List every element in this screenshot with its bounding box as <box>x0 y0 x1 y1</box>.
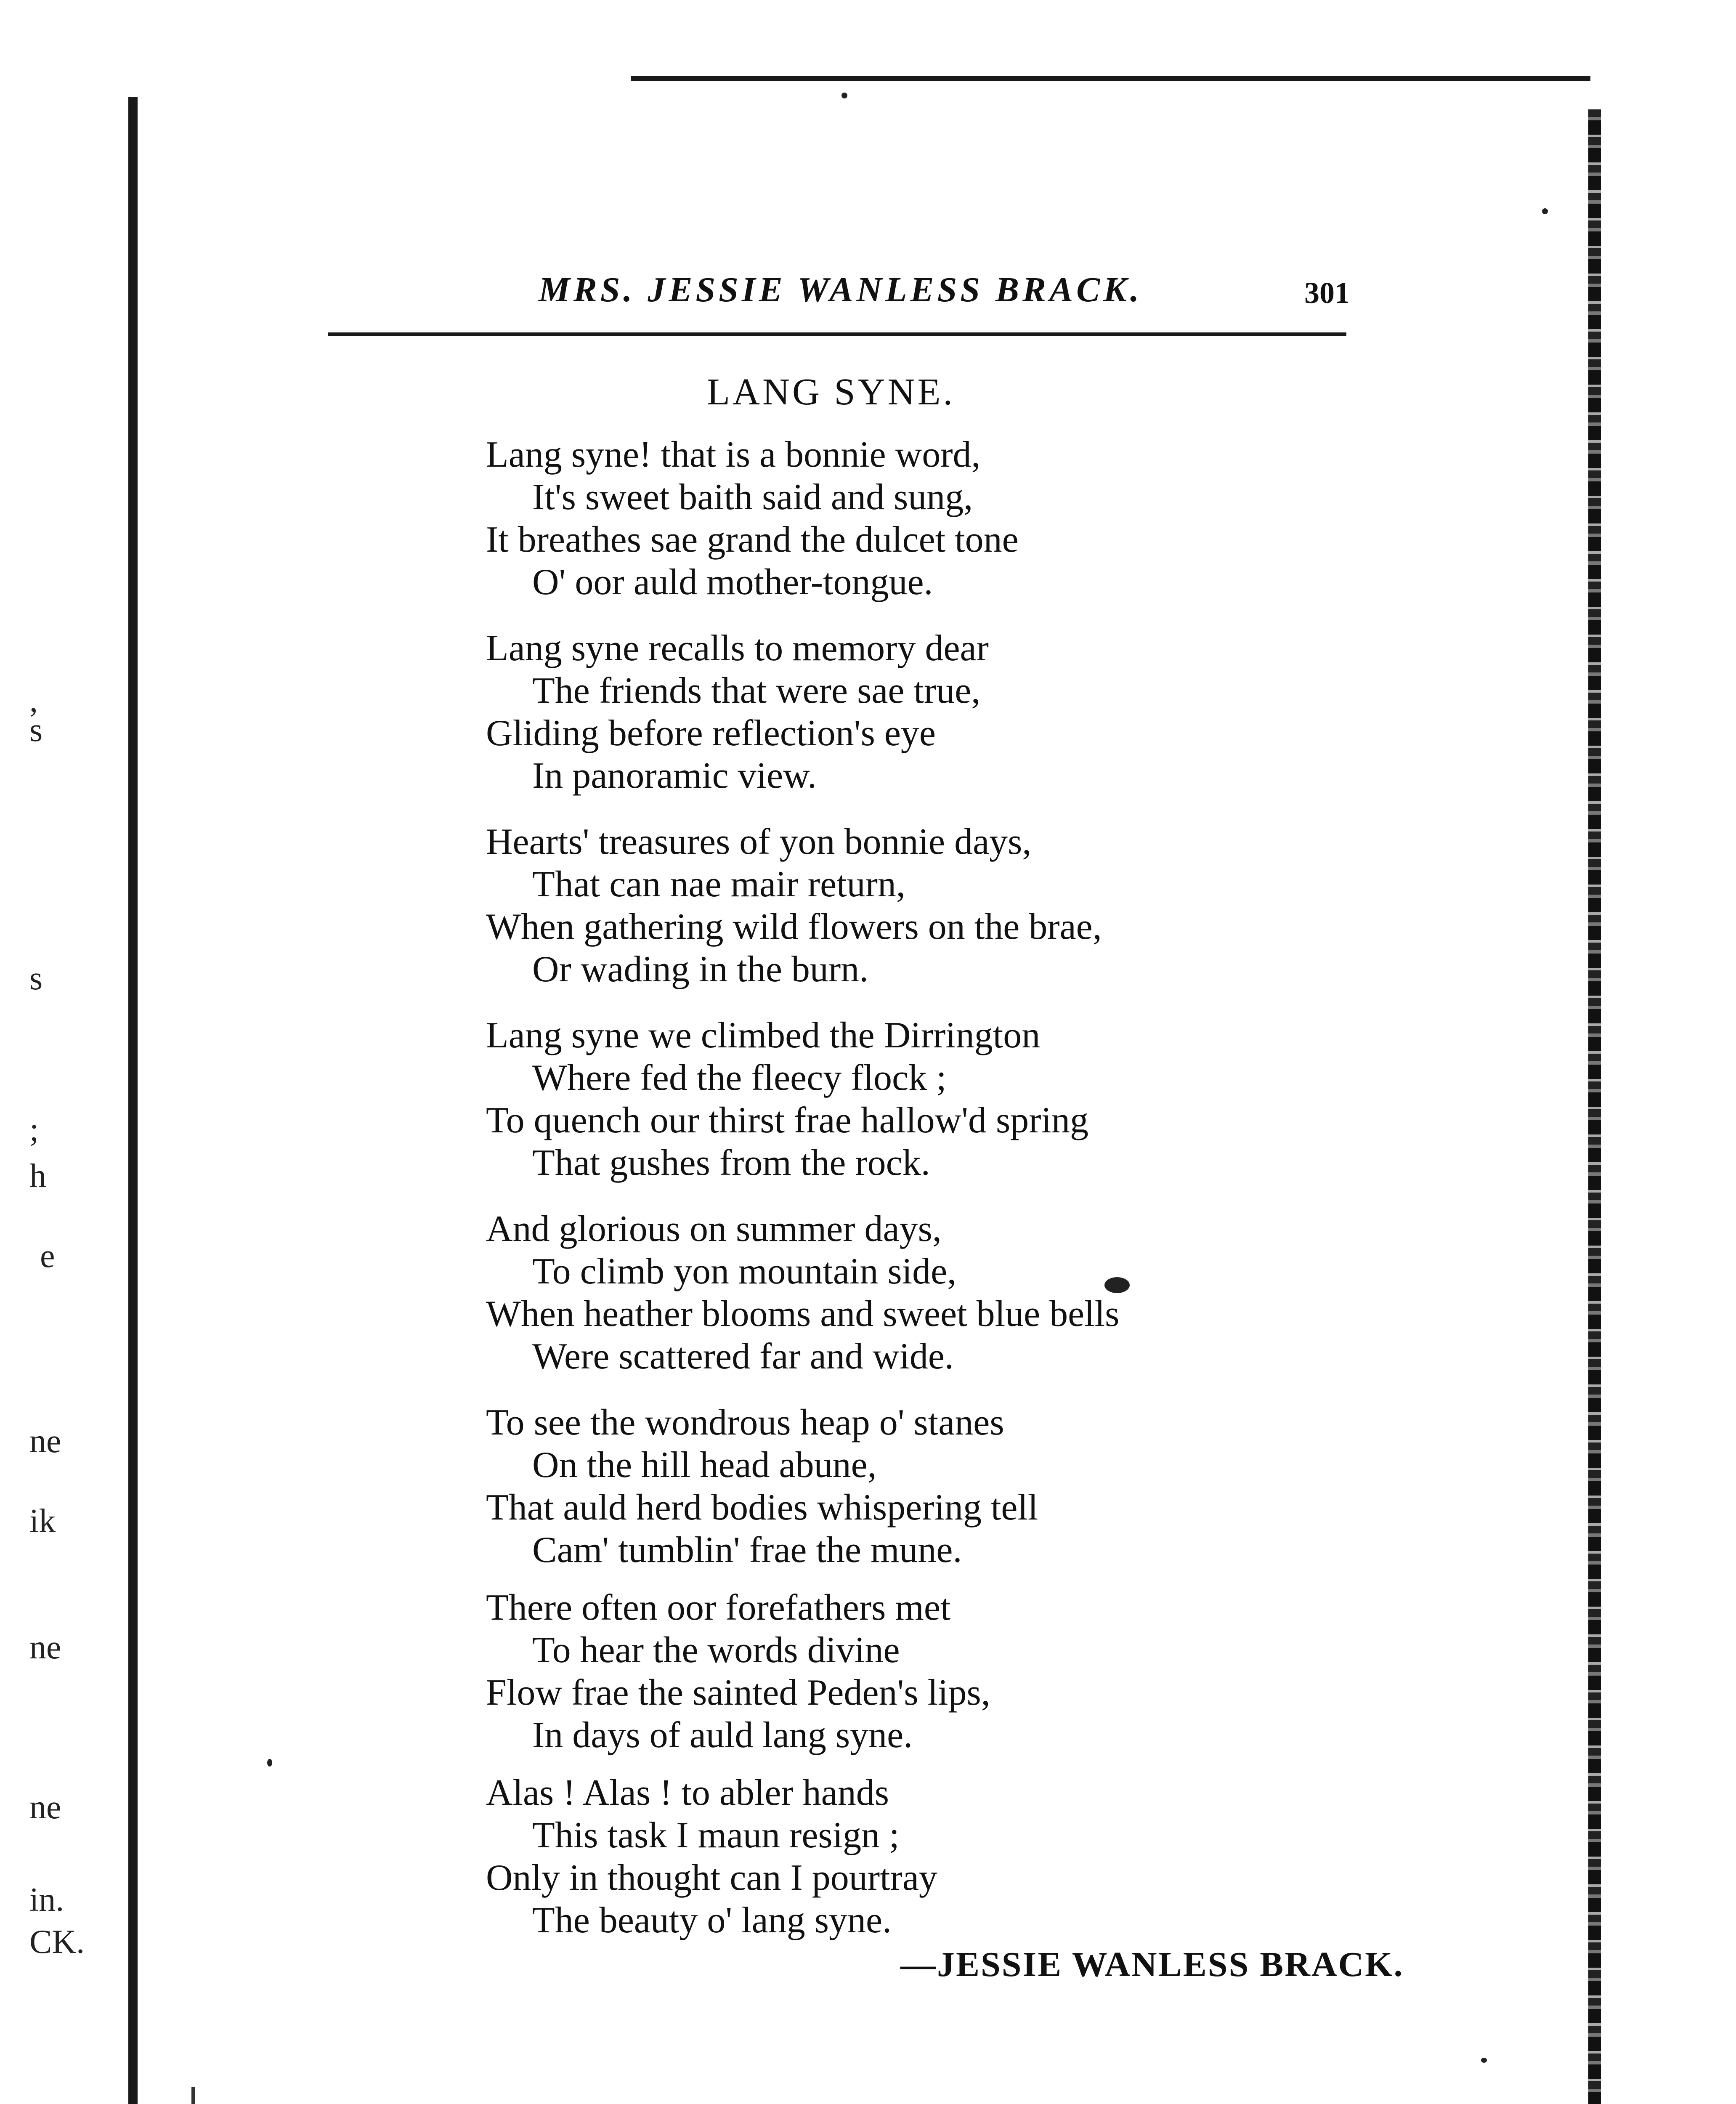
header-rule <box>328 332 1346 336</box>
poem-line: Lang syne! that is a bonnie word, <box>486 434 981 475</box>
poem-line: In panoramic view. <box>532 755 817 796</box>
margin-fragment: h <box>29 1158 46 1195</box>
poem-line: Lang syne we climbed the Dirrington <box>486 1015 1041 1056</box>
poem-signature: —JESSIE WANLESS BRACK. <box>900 1945 1404 1984</box>
margin-fragment: s <box>29 712 43 749</box>
stanza <box>486 433 1370 603</box>
margin-fragment: in. <box>29 1881 64 1918</box>
poem-line: That can nae mair return, <box>532 864 905 905</box>
right-page-edge <box>1588 109 1601 2104</box>
poem-line: On the hill head abune, <box>532 1445 877 1485</box>
stanza <box>486 627 1370 797</box>
margin-fragment: s <box>29 960 43 997</box>
binding-gutter-line <box>128 97 138 2104</box>
top-page-edge <box>631 76 1590 81</box>
stanza <box>486 1208 1370 1378</box>
margin-fragment: ; <box>29 1111 39 1148</box>
poem-line: Only in thought can I pourtray <box>486 1857 937 1898</box>
margin-fragment: ne <box>29 1789 61 1826</box>
poem-line: The beauty o' lang syne. <box>532 1900 892 1941</box>
poem-title: LANG SYNE. <box>707 371 955 413</box>
poem-line: That auld herd bodies whispering tell <box>486 1487 1038 1528</box>
margin-fragment: ik <box>29 1503 56 1540</box>
ink-blot <box>1104 1277 1130 1293</box>
margin-fragment: CK. <box>29 1923 85 1961</box>
stanza <box>486 1401 1370 1571</box>
poem-line: There often oor forefathers met <box>486 1587 951 1628</box>
poem-line: To see the wondrous heap o' stanes <box>486 1402 1004 1443</box>
poem-line: It breathes sae grand the dulcet tone <box>486 519 1019 560</box>
poem-line: Cam' tumblin' frae the mune. <box>532 1530 962 1570</box>
scan-speck <box>841 93 847 98</box>
stanza <box>486 1772 1370 1942</box>
poem-line: Where fed the fleecy flock ; <box>532 1057 947 1098</box>
poem-line: Were scattered far and wide. <box>532 1336 954 1377</box>
margin-fragment: ne <box>29 1629 61 1666</box>
poem-line: Or wading in the burn. <box>532 949 869 990</box>
poem-line: In days of auld lang syne. <box>532 1715 913 1756</box>
margin-fragment: , <box>29 682 38 719</box>
poem-line: And glorious on summer days, <box>486 1209 942 1249</box>
stanza <box>486 1014 1370 1184</box>
page-number: 301 <box>1304 276 1350 310</box>
poem-line: That gushes from the rock. <box>532 1142 930 1183</box>
scan-speck <box>267 1759 272 1767</box>
stanza <box>486 1586 1370 1756</box>
poem-line: It's sweet baith said and sung, <box>532 477 973 518</box>
poem-line: When gathering wild flowers on the brae, <box>486 906 1102 947</box>
poem-line: To quench our thirst frae hallow'd spring <box>486 1100 1089 1141</box>
running-header-title: MRS. JESSIE WANLESS BRACK. <box>539 270 1143 309</box>
binding-gutter-shadow <box>191 2087 195 2104</box>
margin-fragment: ne <box>29 1423 61 1460</box>
poem-line: Lang syne recalls to memory dear <box>486 628 989 669</box>
margin-fragment: e <box>40 1238 55 1275</box>
stanza <box>486 821 1370 991</box>
poem-line: This task I maun resign ; <box>532 1815 900 1856</box>
poem-line: When heather blooms and sweet blue bells <box>486 1294 1120 1334</box>
scan-speck <box>1542 208 1548 214</box>
poem-line: To hear the words divine <box>532 1630 900 1671</box>
poem-line: The friends that were sae true, <box>532 670 981 711</box>
poem-line: Flow frae the sainted Peden's lips, <box>486 1672 990 1713</box>
scan-speck <box>1481 2058 1487 2063</box>
poem-line: Hearts' treasures of yon bonnie days, <box>486 821 1032 862</box>
poem-line: O' oor auld mother-tongue. <box>532 562 933 603</box>
poem-line: To climb yon mountain side, <box>532 1251 957 1292</box>
poem-line: Alas ! Alas ! to abler hands <box>486 1772 889 1813</box>
poem-line: Gliding before reflection's eye <box>486 713 936 754</box>
